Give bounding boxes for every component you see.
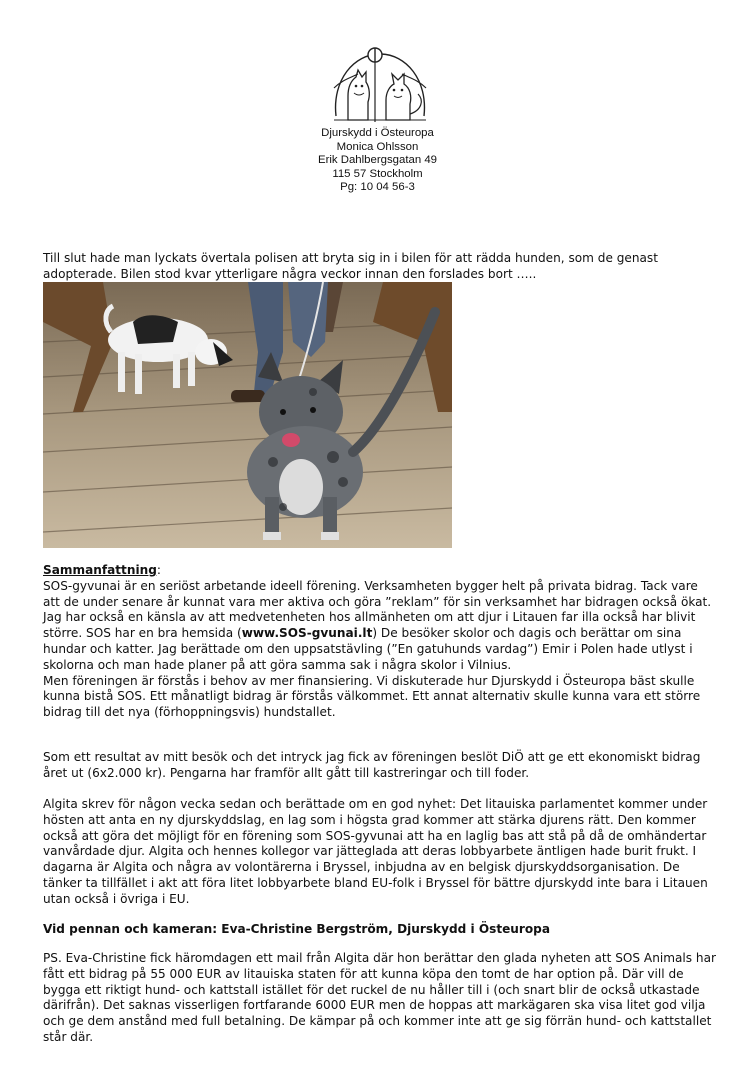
news-paragraph: Algita skrev för någon vecka sedan och berättade om en god nyhet: Det litauiska parlamentet kommer under hösten att anta en ny djurskyddslag, en lag som i högsta grad kommer att stärka djurens rätt. Den kommer också att göra det möjligt för en förening som SOS-gyvunai att ha en laglig bas att stå på då de omhändertar vanvårdade djur. Algita och hennes kollegor var jätteglada att deras lobbyarbete äntligen hade burit frukt. I dagarna är Algita och några av volontärerna i Bryssel, inbjudna av en belgisk djurskyddsorganisation. De tänker ta tillfället i akt att föra litet lobbyarbete bland EU-folk i Bryssel för bättre djurskydd inte bara i Litauen utan också i övriga i EU. — [43, 797, 708, 906]
contribution-paragraph: Som ett resultat av mitt besök och det intryck jag fick av föreningen beslöt DiÖ att ge ett ekonomiskt bidrag året ut (6x2.000 kr). Pengarna har framför allt gått till kastreringar och till foder. — [43, 750, 701, 780]
summary-section — [43, 563, 718, 721]
author-credit: Vid pennan och kameran: Eva-Christine Bergström, Djurskydd i Östeuropa — [43, 922, 550, 936]
postal-city: 115 57 Stockholm — [332, 167, 423, 180]
org-name: Djurskydd i Östeuropa — [321, 127, 434, 139]
contact-name: Monica Ohlsson — [336, 140, 419, 153]
sos-website-link[interactable]: www.SOS-gvunai.lt — [241, 626, 373, 641]
summary-text-1b: ) De besöker skolor och dagis och berättar om sina hundar och katter. Jag berättade om den uppsatstävling (”En gatuhunds vardag”) Emir i Polen hade utlyst i skolorna och man hade planer på att göra samma sak i några skolor i Vilnius. — [43, 626, 693, 672]
street-address: Erik Dahlbergsgatan 49 — [317, 154, 438, 167]
summary-text-1a: SOS-gyvunai är en seriöst arbetande ideell förening. Verksamheten bygger helt på privata bidrag. Tack vare att de under senare år kunnat vara mer aktiva och göra ”reklam” för sin verksamhet har bidragen också ökat. Jag har också en känsla av att medvetenheten hos allmänheten om att djur i Litauen far illa också har blivit större. SOS har en bra hemsida ( — [43, 578, 712, 641]
summary-paragraph-1 — [43, 579, 718, 674]
summary-heading: Sammanfattning — [43, 563, 157, 577]
postgiro-number: Pg: 10 04 56-3 — [340, 181, 415, 194]
postscript-paragraph: PS. Eva-Christine fick häromdagen ett mail från Algita där hon berättar den glada nyheten att SOS Animals har fått ett bidrag på 55 000 EUR av litauiska staten för att kunna köpa den tomt de har option på. Där vill de bygga ett riktigt hund- och kattstall istället för det ruckel de nu håller till i (och snart blir de också utkastade därifrån). Det saknas visserligen fortfarande 6000 EUR men de hoppas att markägaren ska visa litet god vilja och ge dem anstånd med full betalning. De kämpar på och kommer inte att ge sig förrän hund- och kattstallet står där. — [43, 951, 716, 1044]
dog-photo — [43, 282, 452, 548]
organization-address — [0, 127, 755, 195]
intro-paragraph: Till slut hade man lyckats övertala polisen att bryta sig in i bilen för att rädda hunden, som de genast adopterade. Bilen stod kvar ytterligare några veckor innan den forslades bort ….. — [43, 251, 658, 281]
summary-heading-suffix: : — [156, 563, 161, 577]
organization-logo — [330, 44, 430, 126]
summary-paragraph-2: Men föreningen är förstås i behov av mer finansiering. Vi diskuterade hur Djurskydd i Östeuropa bäst skulle kunna bistå SOS. Ett månatligt bidrag är förstås välkommet. Ett annat alternativ skulle kunna vara ett större bidrag till det nya (förhoppningsvis) hundstallet. — [43, 673, 701, 720]
